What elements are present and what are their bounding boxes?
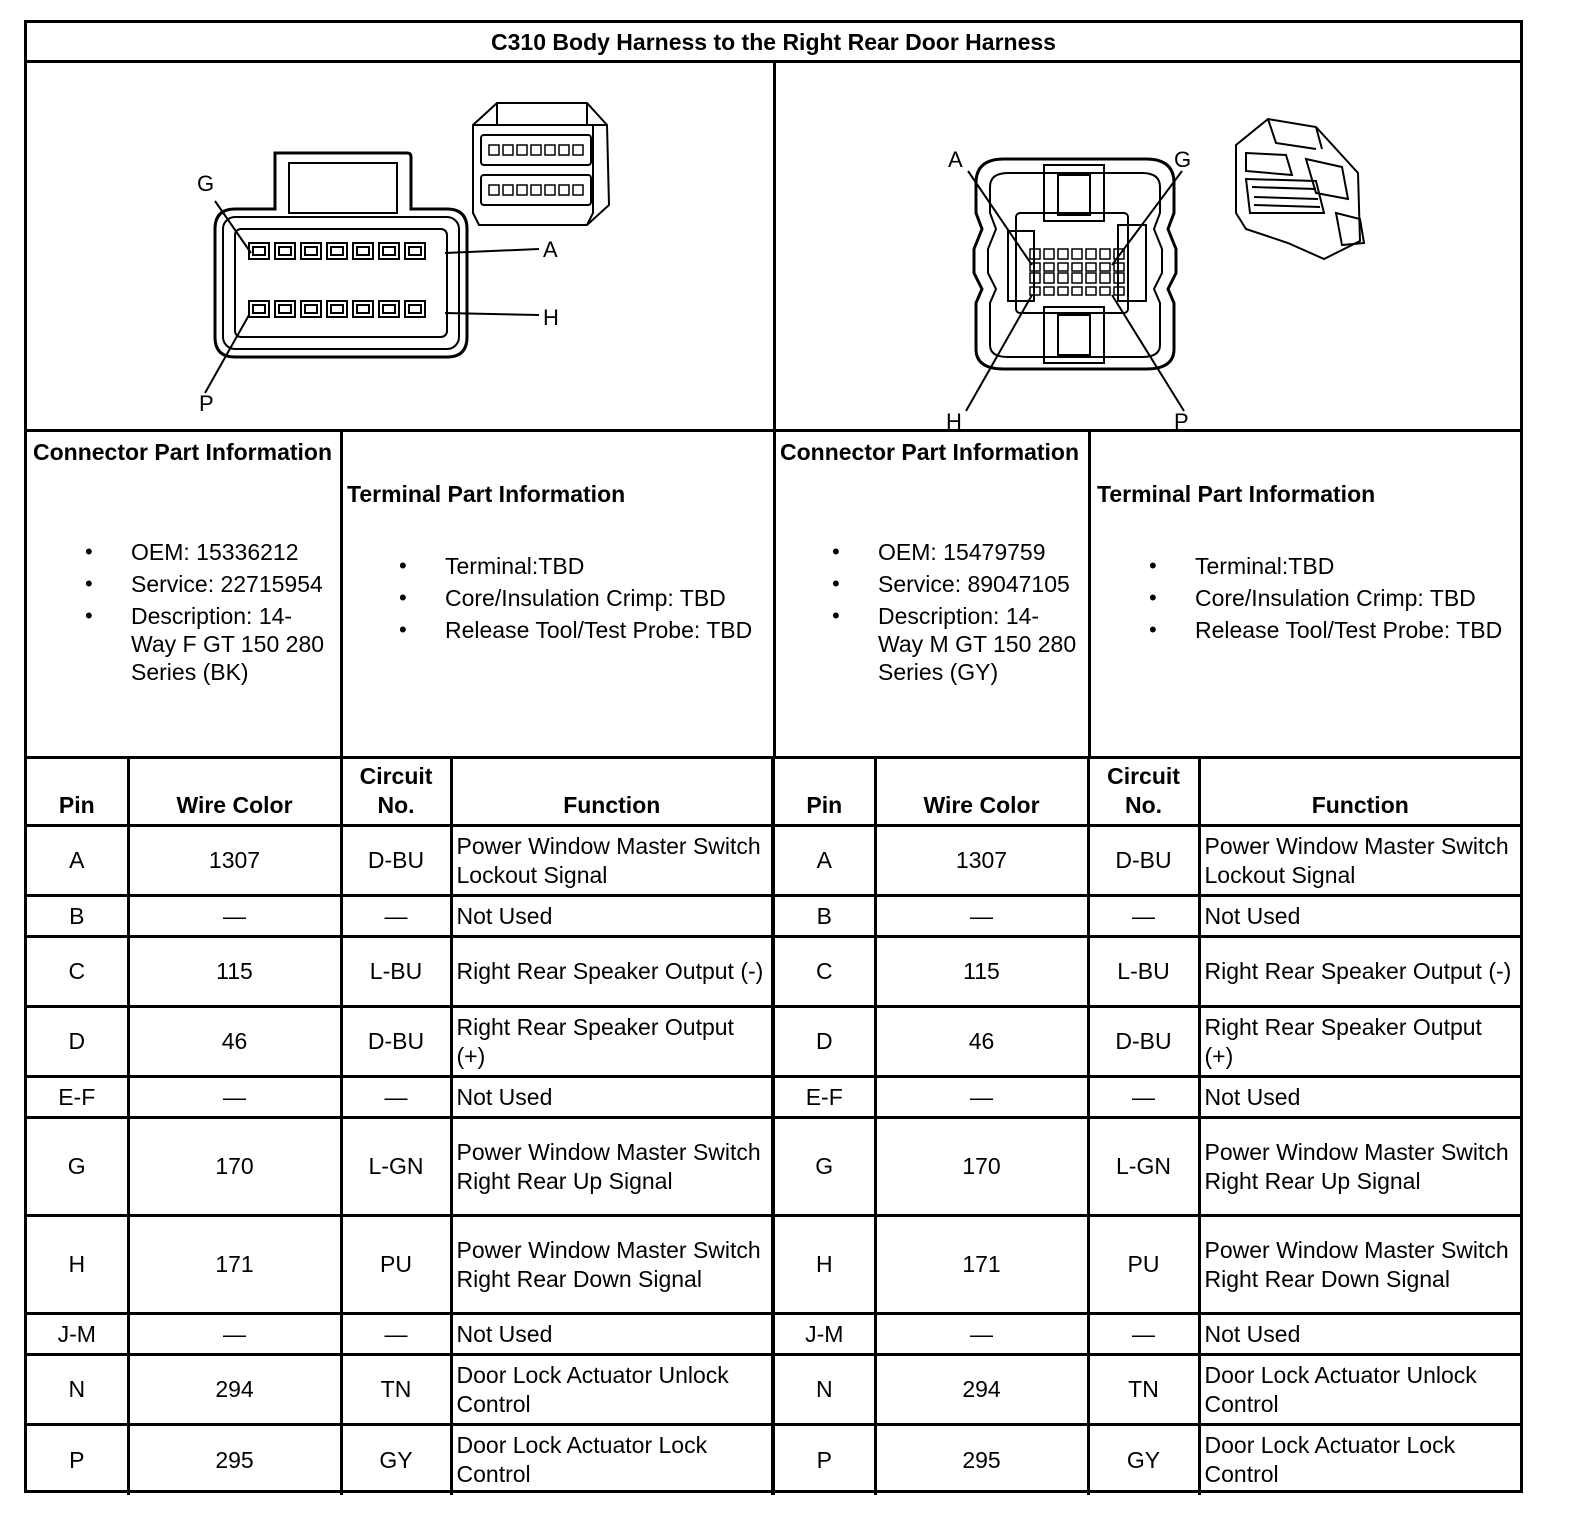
label-a: A xyxy=(543,237,558,262)
left-description: • Description: 14-Way F GT 150 280 Series (BK) xyxy=(131,602,337,686)
pin-cavity xyxy=(1086,263,1096,271)
pin-cell: B xyxy=(773,896,875,937)
label-p: P xyxy=(1174,409,1189,429)
circuit-cell: D-BU xyxy=(341,826,451,896)
left-connector-info xyxy=(27,429,343,762)
table-row xyxy=(27,1425,1520,1495)
circuit-cell: TN xyxy=(341,1355,451,1425)
left-connector-drawing xyxy=(27,63,773,429)
pin-cavity-inner xyxy=(383,247,395,255)
iso-pin-cavity xyxy=(559,145,569,155)
pin-cavity xyxy=(1072,273,1082,283)
right-connector-drawing xyxy=(776,63,1526,429)
col-pin: Pin xyxy=(773,758,875,826)
pin-cavity xyxy=(1044,249,1054,259)
function-cell: Power Window Master Switch Right Rear Down Signal xyxy=(451,1216,773,1314)
wire-color-cell: 294 xyxy=(875,1355,1088,1425)
wire-color-cell: 171 xyxy=(128,1216,341,1314)
right-oem: • OEM: 15479759 xyxy=(878,538,1084,566)
right-terminal-info xyxy=(1091,429,1523,762)
table-row xyxy=(27,896,1520,937)
wire-color-cell: 295 xyxy=(128,1425,341,1495)
iso-pin-cavity xyxy=(531,185,541,195)
pin-cell: E-F xyxy=(27,1077,128,1118)
label-h: H xyxy=(543,305,559,330)
left-terminal-list xyxy=(445,552,765,648)
iso-pin-cavity xyxy=(503,185,513,195)
iso-pin-cavity xyxy=(489,145,499,155)
function-cell: Right Rear Speaker Output (-) xyxy=(451,937,773,1007)
function-cell: Power Window Master Switch Right Rear Up Signal xyxy=(451,1118,773,1216)
pin-cavity xyxy=(1058,263,1068,271)
col-function: Function xyxy=(451,758,773,826)
circuit-cell: — xyxy=(341,896,451,937)
function-cell: Not Used xyxy=(451,1077,773,1118)
pin-cavity xyxy=(1072,249,1082,259)
right-connector-header: Connector Part Information xyxy=(780,439,1080,465)
pin-cavity xyxy=(1086,287,1096,295)
col-function: Function xyxy=(1199,758,1520,826)
left-oem: • OEM: 15336212 xyxy=(131,538,337,566)
function-cell: Power Window Master Switch Lockout Signal xyxy=(451,826,773,896)
sheet-title: C310 Body Harness to the Right Rear Door Harness xyxy=(27,23,1520,63)
col-pin: Pin xyxy=(27,758,128,826)
pin-cell: N xyxy=(27,1355,128,1425)
circuit-cell: — xyxy=(1088,896,1199,937)
pin-cavity xyxy=(1086,249,1096,259)
iso-pin-cavity xyxy=(517,145,527,155)
wire-color-cell: 1307 xyxy=(875,826,1088,896)
wire-color-cell: — xyxy=(875,1077,1088,1118)
circuit-cell: TN xyxy=(1088,1355,1199,1425)
circuit-cell: L-BU xyxy=(341,937,451,1007)
table-row xyxy=(27,937,1520,1007)
pin-cell: C xyxy=(773,937,875,1007)
wire-color-cell: 294 xyxy=(128,1355,341,1425)
pin-cavity xyxy=(1058,287,1068,295)
iso-pin-cavity xyxy=(573,145,583,155)
circuit-cell: L-BU xyxy=(1088,937,1199,1007)
wire-color-cell: 170 xyxy=(128,1118,341,1216)
function-cell: Power Window Master Switch Lockout Signal xyxy=(1199,826,1520,896)
circuit-cell: D-BU xyxy=(1088,1007,1199,1077)
right-release-tool: • Release Tool/Test Probe: TBD xyxy=(1195,616,1515,644)
left-connector-header: Connector Part Information xyxy=(33,439,333,465)
function-cell: Right Rear Speaker Output (+) xyxy=(1199,1007,1520,1077)
function-cell: Not Used xyxy=(1199,896,1520,937)
wire-color-cell: 1307 xyxy=(128,826,341,896)
pinout-table xyxy=(27,756,1520,1495)
pin-cell: D xyxy=(27,1007,128,1077)
pin-cell: A xyxy=(773,826,875,896)
col-circuit: Circuit No. xyxy=(1088,758,1199,826)
pinout-rows xyxy=(27,826,1520,1495)
table-row xyxy=(27,1314,1520,1355)
iso-pin-cavity xyxy=(573,185,583,195)
label-p: P xyxy=(199,391,214,416)
pin-cell: D xyxy=(773,1007,875,1077)
circuit-cell: PU xyxy=(341,1216,451,1314)
pin-cavity xyxy=(1072,263,1082,271)
function-cell: Power Window Master Switch Right Rear Up Signal xyxy=(1199,1118,1520,1216)
pin-cell: G xyxy=(27,1118,128,1216)
right-connector-diagram xyxy=(776,63,1526,429)
left-service: • Service: 22715954 xyxy=(131,570,337,598)
wire-color-cell: 170 xyxy=(875,1118,1088,1216)
wire-color-cell: 46 xyxy=(128,1007,341,1077)
right-terminal-list xyxy=(1195,552,1515,648)
label-g: G xyxy=(1174,147,1192,172)
right-terminal-header: Terminal Part Information xyxy=(1097,481,1376,507)
pin-cell: H xyxy=(773,1216,875,1314)
wire-color-cell: — xyxy=(875,896,1088,937)
right-service: • Service: 89047105 xyxy=(878,570,1084,598)
pin-cavity xyxy=(1100,263,1110,271)
pin-cavity xyxy=(1086,273,1096,283)
pin-cell: J-M xyxy=(773,1314,875,1355)
pin-cavity-inner xyxy=(409,305,421,313)
left-connector-diagram xyxy=(27,63,773,429)
pin-cavity xyxy=(1044,287,1054,295)
col-wire-color: Wire Color xyxy=(128,758,341,826)
right-crimp: • Core/Insulation Crimp: TBD xyxy=(1195,584,1515,612)
pin-cavity xyxy=(1100,273,1110,283)
pin-cell: P xyxy=(773,1425,875,1495)
iso-pin-cavity xyxy=(503,145,513,155)
left-terminal: • Terminal:TBD xyxy=(445,552,765,580)
wire-color-cell: 46 xyxy=(875,1007,1088,1077)
pin-cell: E-F xyxy=(773,1077,875,1118)
pin-cavity-inner xyxy=(331,305,343,313)
pin-cavity-inner xyxy=(279,305,291,313)
circuit-cell: GY xyxy=(1088,1425,1199,1495)
iso-pin-cavity xyxy=(517,185,527,195)
circuit-cell: D-BU xyxy=(341,1007,451,1077)
pin-cell: G xyxy=(773,1118,875,1216)
pin-cavity xyxy=(1058,249,1068,259)
table-row xyxy=(27,1077,1520,1118)
table-row xyxy=(27,1355,1520,1425)
wire-color-cell: — xyxy=(875,1314,1088,1355)
circuit-cell: GY xyxy=(341,1425,451,1495)
pin-cavity xyxy=(1100,287,1110,295)
wire-color-cell: 295 xyxy=(875,1425,1088,1495)
pin-cavity-inner xyxy=(253,247,265,255)
col-circuit: Circuit No. xyxy=(341,758,451,826)
pin-cell: N xyxy=(773,1355,875,1425)
pin-cavity xyxy=(1100,249,1110,259)
circuit-cell: L-GN xyxy=(1088,1118,1199,1216)
function-cell: Door Lock Actuator Lock Control xyxy=(1199,1425,1520,1495)
iso-pin-cavity xyxy=(559,185,569,195)
iso-pin-cavity xyxy=(545,185,555,195)
wire-color-cell: 115 xyxy=(875,937,1088,1007)
label-h: H xyxy=(946,409,962,429)
pin-cavity-inner xyxy=(357,305,369,313)
function-cell: Door Lock Actuator Unlock Control xyxy=(1199,1355,1520,1425)
table-row xyxy=(27,1216,1520,1314)
pin-cavity xyxy=(1044,273,1054,283)
wire-color-cell: — xyxy=(128,896,341,937)
pin-cell: A xyxy=(27,826,128,896)
iso-pin-cavity xyxy=(531,145,541,155)
left-terminal-header: Terminal Part Information xyxy=(347,481,626,507)
circuit-cell: — xyxy=(341,1314,451,1355)
pin-cavity-inner xyxy=(357,247,369,255)
wire-color-cell: 115 xyxy=(128,937,341,1007)
function-cell: Power Window Master Switch Right Rear Down Signal xyxy=(1199,1216,1520,1314)
wire-color-cell: 171 xyxy=(875,1216,1088,1314)
left-terminal-info xyxy=(343,429,773,762)
pin-cavity-inner xyxy=(305,247,317,255)
function-cell: Not Used xyxy=(1199,1314,1520,1355)
pin-cavity xyxy=(1044,263,1054,271)
pin-cavity xyxy=(1072,287,1082,295)
circuit-cell: — xyxy=(1088,1314,1199,1355)
pin-cell: H xyxy=(27,1216,128,1314)
wire-color-cell: — xyxy=(128,1077,341,1118)
function-cell: Not Used xyxy=(1199,1077,1520,1118)
function-cell: Right Rear Speaker Output (-) xyxy=(1199,937,1520,1007)
iso-pin-cavity xyxy=(545,145,555,155)
left-crimp: • Core/Insulation Crimp: TBD xyxy=(445,584,765,612)
left-connector-list xyxy=(131,538,337,690)
right-description: • Description: 14-Way M GT 150 280 Series (GY) xyxy=(878,602,1084,686)
circuit-cell: PU xyxy=(1088,1216,1199,1314)
circuit-cell: D-BU xyxy=(1088,826,1199,896)
wire-color-cell: — xyxy=(128,1314,341,1355)
label-a: A xyxy=(948,147,963,172)
pin-cavity-inner xyxy=(279,247,291,255)
pin-cell: C xyxy=(27,937,128,1007)
label-g: G xyxy=(197,171,215,196)
right-terminal: • Terminal:TBD xyxy=(1195,552,1515,580)
function-cell: Not Used xyxy=(451,896,773,937)
pin-cavity-inner xyxy=(253,305,265,313)
left-release-tool: • Release Tool/Test Probe: TBD xyxy=(445,616,765,644)
function-cell: Door Lock Actuator Lock Control xyxy=(451,1425,773,1495)
function-cell: Door Lock Actuator Unlock Control xyxy=(451,1355,773,1425)
pin-cavity-inner xyxy=(305,305,317,313)
right-connector-info xyxy=(776,429,1089,762)
pin-cavity xyxy=(1058,273,1068,283)
table-row xyxy=(27,826,1520,896)
circuit-cell: L-GN xyxy=(341,1118,451,1216)
pin-cavity-inner xyxy=(331,247,343,255)
pin-cell: P xyxy=(27,1425,128,1495)
circuit-cell: — xyxy=(1088,1077,1199,1118)
col-wire-color: Wire Color xyxy=(875,758,1088,826)
pin-cavity-inner xyxy=(383,305,395,313)
iso-pin-cavity xyxy=(489,185,499,195)
pin-cavity-inner xyxy=(409,247,421,255)
right-connector-list xyxy=(878,538,1084,690)
table-row xyxy=(27,1007,1520,1077)
table-row xyxy=(27,1118,1520,1216)
function-cell: Not Used xyxy=(451,1314,773,1355)
pin-cell: J-M xyxy=(27,1314,128,1355)
connector-sheet xyxy=(24,20,1523,1493)
circuit-cell: — xyxy=(341,1077,451,1118)
pin-cell: B xyxy=(27,896,128,937)
function-cell: Right Rear Speaker Output (+) xyxy=(451,1007,773,1077)
